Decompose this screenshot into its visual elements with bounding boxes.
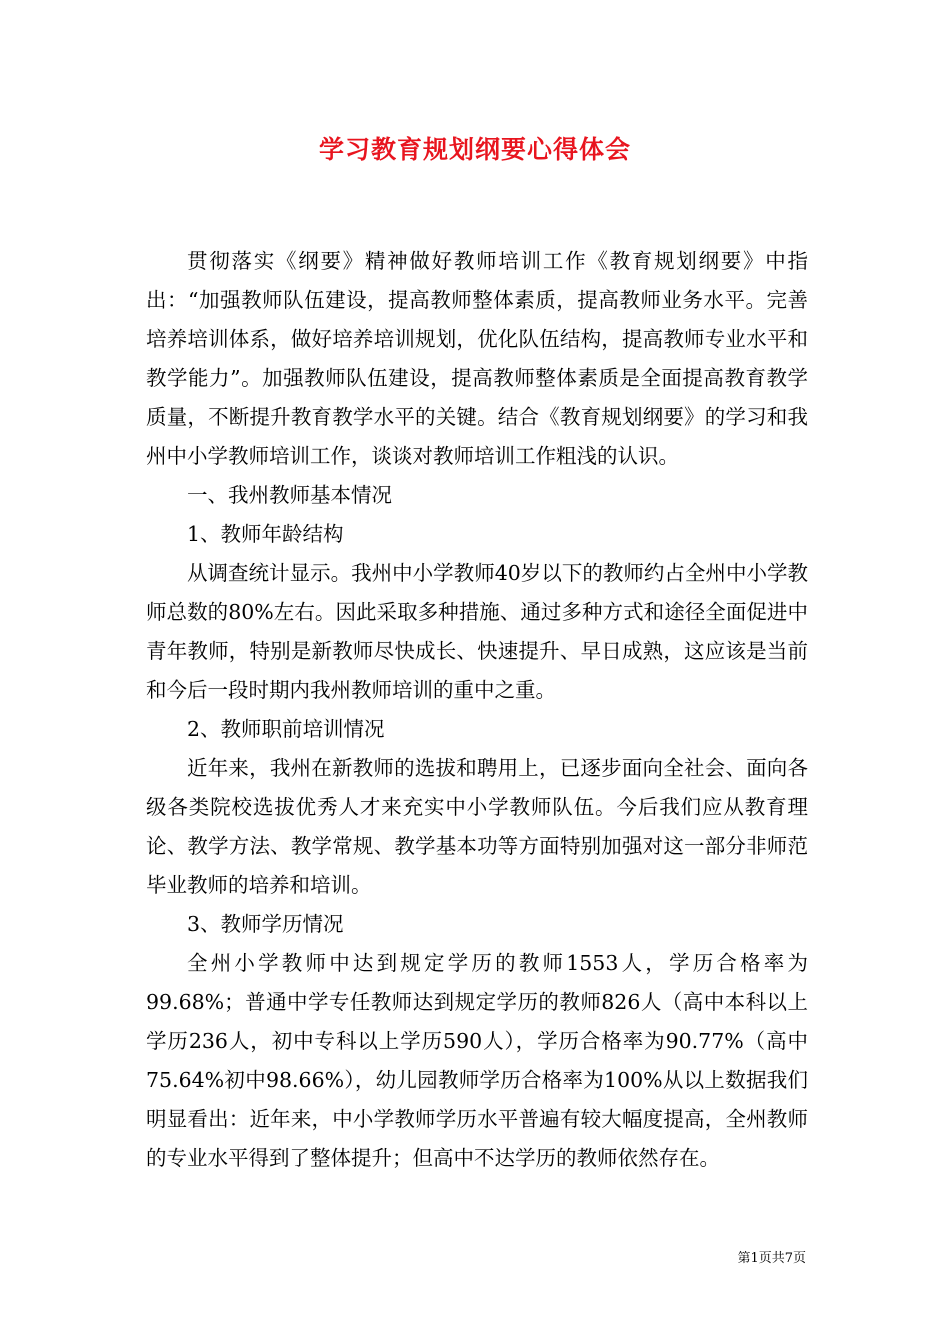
age-paragraph: 从调查统计显示。我州中小学教师40岁以下的教师约占全州中小学教师总数的80%左右。因此采取多种措施、通过多种方式和途径全面促进中青年教师，特别是新教师尽快成长、快速提升、早日成熟，这应该是当前和今后一段时期内我州教师培训的重中之重。 (146, 561, 808, 702)
section-heading-1: 一、我州教师基本情况 (187, 483, 392, 507)
subsection-heading-pretraining: 2、教师职前培训情况 (187, 717, 385, 741)
pretraining-paragraph: 近年来，我州在新教师的选拔和聘用上，已逐步面向全社会、面向各级各类院校选拔优秀人才来充实中小学教师队伍。今后我们应从教育理论、教学方法、教学常规、教学基本功等方面特别加强对这一部分非师范毕业教师的培养和培训。 (146, 756, 808, 897)
subsection-heading-age: 1、教师年龄结构 (187, 522, 344, 546)
document-title: 学习教育规划纲要心得体会 (318, 135, 631, 164)
subsection-heading-education: 3、教师学历情况 (187, 912, 344, 936)
education-paragraph: 全州小学教师中达到规定学历的教师1553人，学历合格率为99.68%；普通中学专任教师达到规定学历的教师826人（高中本科以上学历236人，初中专科以上学历590人），学历合格率为90.77%（高中75.64%初中98.66%），幼儿园教师学历合格率为100%从以上数据我们明显看出：近年来，中小学教师学历水平普遍有较大幅度提高，全州教师的专业水平得到了整体提升；但高中不达学历的教师依然存在。 (146, 951, 808, 1170)
document-body (146, 242, 808, 1178)
intro-paragraph: 贯彻落实《纲要》精神做好教师培训工作《教育规划纲要》中指出：“加强教师队伍建设，提高教师整体素质，提高教师业务水平。完善培养培训体系，做好培养培训规划，优化队伍结构，提高教师专业水平和教学能力”。加强教师队伍建设，提高教师整体素质是全面提高教育教学质量，不断提升教育教学水平的关键。结合《教育规划纲要》的学习和我州中小学教师培训工作，谈谈对教师培训工作粗浅的认识。 (146, 249, 808, 468)
page-number: 第1页共7页 (737, 1251, 806, 1266)
